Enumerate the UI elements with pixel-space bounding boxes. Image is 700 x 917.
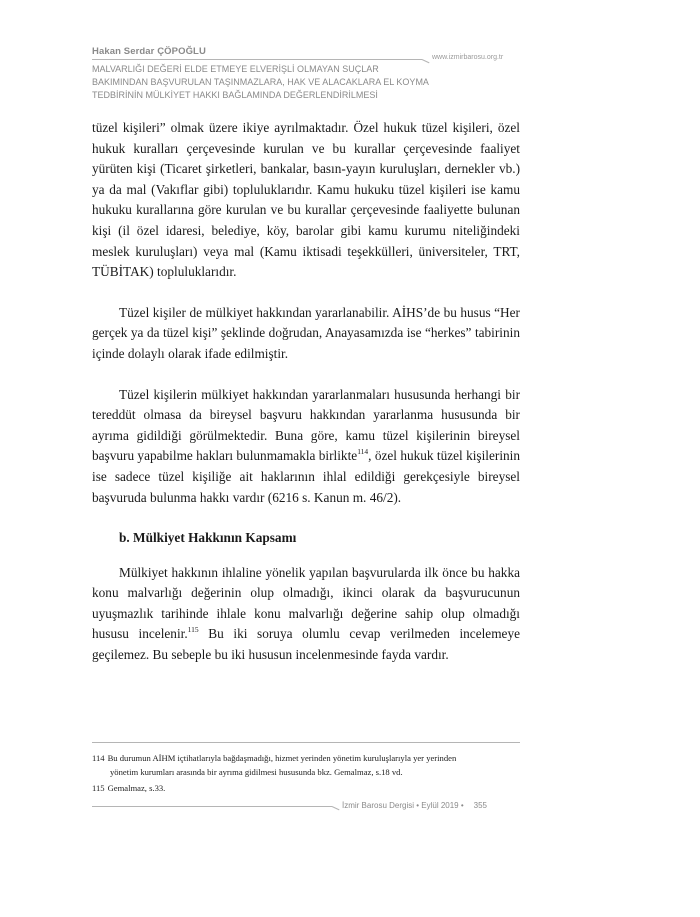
header-author: Hakan Serdar ÇÖPOĞLU [92,46,206,57]
footnote-115 [92,782,522,796]
footnote-ref-114[interactable]: 114 [357,447,369,457]
paragraph-4-text-a: Mülkiyet hakkının ihlaline yönelik yapılan başvurularda ilk önce bu hakka konu malvarlığı değerinin olup olmadığı, ikinci olarak da başvurucunun uyuşmazlık tarihinde ihlale konu malvarlığı değerine sahip olup olmadığı hususu incelenir. [92,564,520,642]
page-number: 355 [473,801,488,810]
footnote-number: 115 [92,783,105,793]
footnotes [92,752,522,799]
paragraph-2: Tüzel kişiler de mülkiyet hakkından yararlanabilir. AİHS’de bu husus “Her gerçek ya da tüzel kişi” şeklinde doğrudan, Anayasamızda ise “herkes” tabirinin içinde dolaylı olarak ifade edilmiştir. [92,304,520,361]
body-text [92,118,520,666]
footer-rule [92,806,332,807]
footnote-114 [92,752,522,779]
paragraph-4 [92,563,520,666]
footnote-ref-115[interactable]: 115 [187,625,199,635]
header-website: www.izmirbarosu.org.tr [432,54,504,61]
footnote-rule [92,742,520,743]
header-title-line: BAKIMINDAN BAŞVURULAN TAŞINMAZLARA, HAK VE ALACAKLARA EL KOYMA [92,77,429,87]
footnote-text: Gemalmaz, s.33. [107,783,166,793]
footnote-number: 114 [92,753,105,763]
footer [342,801,487,810]
footer-journal: İzmir Barosu Dergisi • Eylül 2019 • [342,801,464,810]
paragraph-1: tüzel kişileri” olmak üzere ikiye ayrılmaktadır. Özel hukuk tüzel kişileri, özel hukuk kuralları çerçevesinde kurulan ve bu kurallar çerçevesinde faaliyet yürüten kişi (Ticaret şirketleri, bankalar, basın-yayın kuruluşları, dernekler vb.) ya da mal (Vakıflar gibi) topluluklarıdır. Kamu hukuku tüzel kişileri ise kamu hukuku kurallarına göre kurulan ve bu kurallar çerçevesinde faaliyette bulunan kişi (il özel idaresi, belediye, köy, barolar gibi kamu kurumu niteliğindeki meslek kuruluşları) veya mal (Kamu iktisadi teşekkülleri, üniversiteler, TRT, TÜBİTAK) topluluklarıdır. [92,120,520,280]
footnote-text-cont: yönetim kurumları arasında bir ayrıma gidilmesi hususunda bkz. Gemalmaz, s.18 vd. [110,766,403,777]
header-rule [92,59,422,60]
paragraph-3 [92,385,520,509]
paragraph-4-text-b: Bu iki soruya olumlu cevap verilmeden incelemeye geçilemez. Bu sebeple bu iki hususun incelenmesinde fayda vardır. [92,626,520,663]
header-title-line: TEDBİRİNİN MÜLKİYET HAKKI BAĞLAMINDA DEĞERLENDİRİLMESİ [92,90,378,100]
footnote-text: Bu durumun AİHM içtihatlarıyla bağdaşmadığı, hizmet yerinden yönetim kuruluşlarıyla yer yerinden [107,753,457,763]
footer-rule-tail [332,806,340,810]
section-heading: b. Mülkiyet Hakkının Kapsamı [119,530,297,546]
paragraph-3-text-b: , özel hukuk tüzel kişilerinin ise sadece tüzel kişiliğe ait haklarının ihlal edildiği gerekçesiyle bireysel başvuruda bulunma hakkı vardır (6216 s. Kanun m. 46/2). [92,448,520,505]
paragraph-3-text-a: Tüzel kişilerin mülkiyet hakkından yararlanmaları hususunda herhangi bir tereddüt olmasa da bireysel başvuru hakkından yararlanma hususunda bir ayrıma gidildiği görülmektedir. Buna göre, kamu tüzel kişilerinin bireysel başvuru yapabilme hakları bulunmamakla birlikte [92,386,520,464]
header-title [92,63,512,102]
header-title-line: MALVARLIĞI DEĞERİ ELDE ETMEYE ELVERİŞLİ OLMAYAN SUÇLAR [92,64,379,74]
